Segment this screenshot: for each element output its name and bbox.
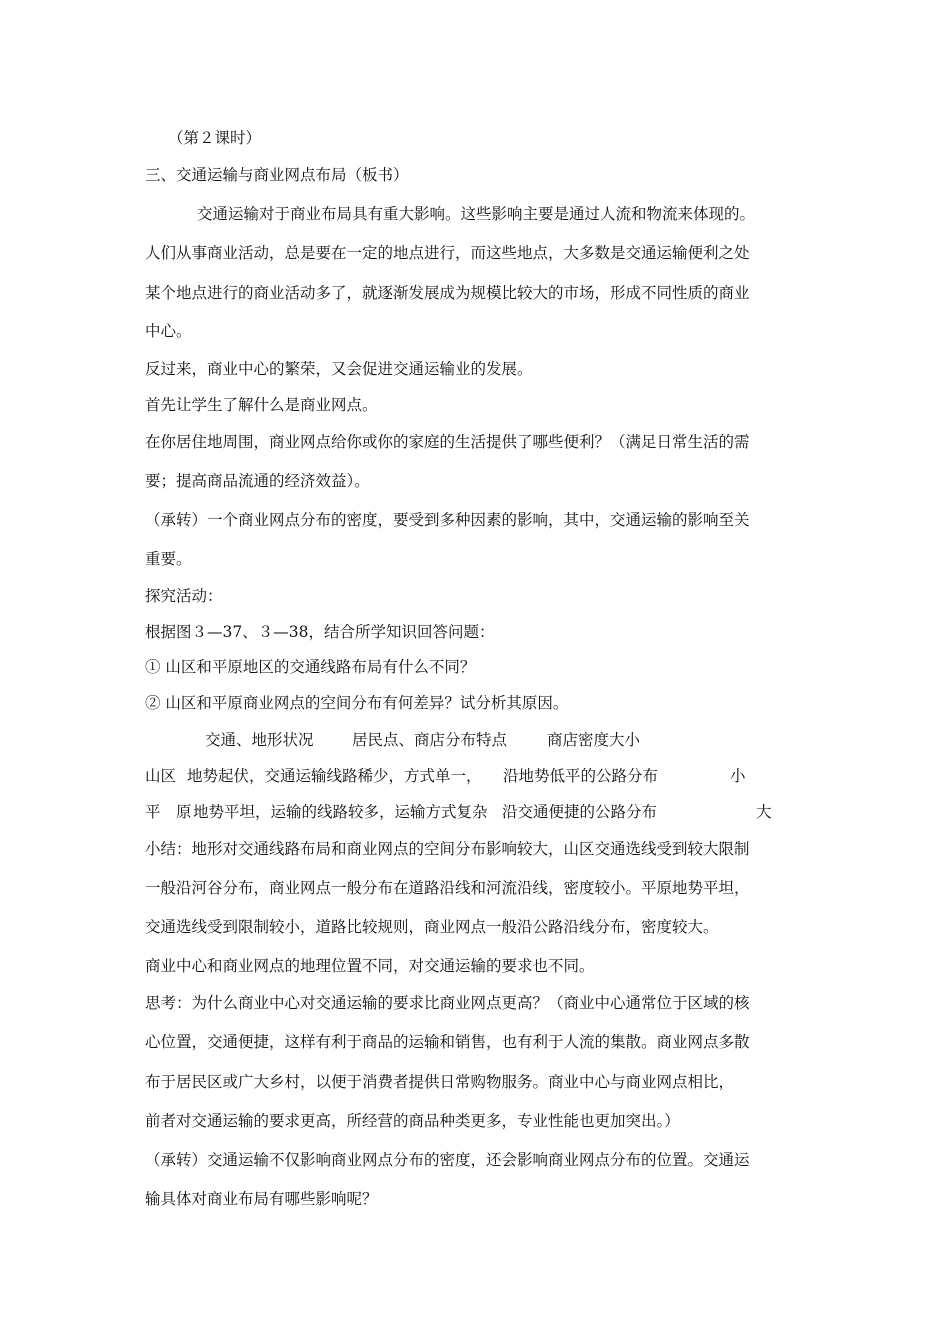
table-header: 商店密度大小 [547, 731, 641, 749]
summary-line: 心位置，交通便捷，这样有利于商品的运输和销售，也有利于人流的集散。商业网点多散 [145, 1033, 750, 1051]
paragraph-line: （承转）一个商业网点分布的密度，要受到多种因素的影响，其中，交通运输的影响至关 [145, 511, 750, 529]
table-cell-region: 山区 [145, 767, 177, 785]
paragraph-line: 首先让学生了解什么是商业网点。 [145, 396, 378, 414]
paragraph-line: 反过来，商业中心的繁荣，又会促进交通运输业的发展。 [145, 360, 533, 378]
summary-line: 输具体对商业布局有哪些影响呢？ [145, 1190, 378, 1208]
section-heading: 三、交通运输与商业网点布局（板书） [145, 166, 409, 184]
summary-line: （承转）交通运输不仅影响商业网点分布的密度，还会影响商业网点分布的位置。交通运 [145, 1151, 750, 1169]
table-cell-distribution: 沿地势低平的公路分布 [503, 767, 659, 785]
question-item: ② 山区和平原商业网点的空间分布有何差异？试分析其原因。 [145, 694, 569, 712]
question-item: ① 山区和平原地区的交通线路布局有什么不同？ [145, 658, 476, 676]
table-cell-region: 平 原 [145, 803, 192, 821]
table-cell-terrain: 地势平坦，运输的线路较多，运输方式复杂 [193, 803, 488, 821]
table-header: 居民点、商店分布特点 [352, 731, 508, 749]
summary-line: 一般沿河谷分布，商业网点一般分布在道路沿线和河流沿线，密度较小。平原地势平坦， [145, 879, 750, 897]
table-cell-terrain: 地势起伏，交通运输线路稀少，方式单一， [187, 767, 482, 785]
summary-line: 前者对交通运输的要求更高，所经营的商品种类更多，专业性能也更加突出。） [145, 1112, 680, 1130]
paragraph-line: 要；提高商品流通的经济效益）。 [145, 472, 370, 490]
table-cell-density: 小 [730, 767, 746, 785]
summary-line: 思考：为什么商业中心对交通运输的要求比商业网点更高？（商业中心通常位于区域的核 [145, 994, 750, 1012]
paragraph-line: 人们从事商业活动，总是要在一定的地点进行，而这些地点，大多数是交通运输便利之处 [145, 244, 750, 262]
summary-line: 布于居民区或广大乡村，以便于消费者提供日常购物服务。商业中心与商业网点相比， [145, 1073, 735, 1091]
paragraph-line: 探究活动： [145, 587, 223, 605]
paragraph-line: 某个地点进行的商业活动多了，就逐渐发展成为规模比较大的市场，形成不同性质的商业 [145, 284, 750, 302]
paragraph-line: 重要。 [145, 550, 192, 568]
summary-line: 商业中心和商业网点的地理位置不同，对交通运输的要求也不同。 [145, 957, 595, 975]
table-header: 交通、地形状况 [205, 731, 314, 749]
lesson-label: （第２课时） [168, 129, 262, 147]
table-cell-distribution: 沿交通便捷的公路分布 [502, 803, 658, 821]
summary-line: 小结：地形对交通线路布局和商业网点的空间分布影响较大，山区交通选线受到较大限制 [145, 840, 750, 858]
summary-line: 交通选线受到限制较小，道路比较规则，商业网点一般沿公路沿线分布，密度较大。 [145, 918, 719, 936]
paragraph-line: 中心。 [145, 322, 192, 340]
paragraph-line: 根据图３—37、３—38，结合所学知识回答问题： [145, 623, 495, 641]
table-cell-density: 大 [756, 803, 772, 821]
paragraph-line: 交通运输对于商业布局具有重大影响。这些影响主要是通过人流和物流来体现的。 [197, 205, 756, 223]
paragraph-line: 在你居住地周围，商业网点给你或你的家庭的生活提供了哪些便利？（满足日常生活的需 [145, 433, 750, 451]
